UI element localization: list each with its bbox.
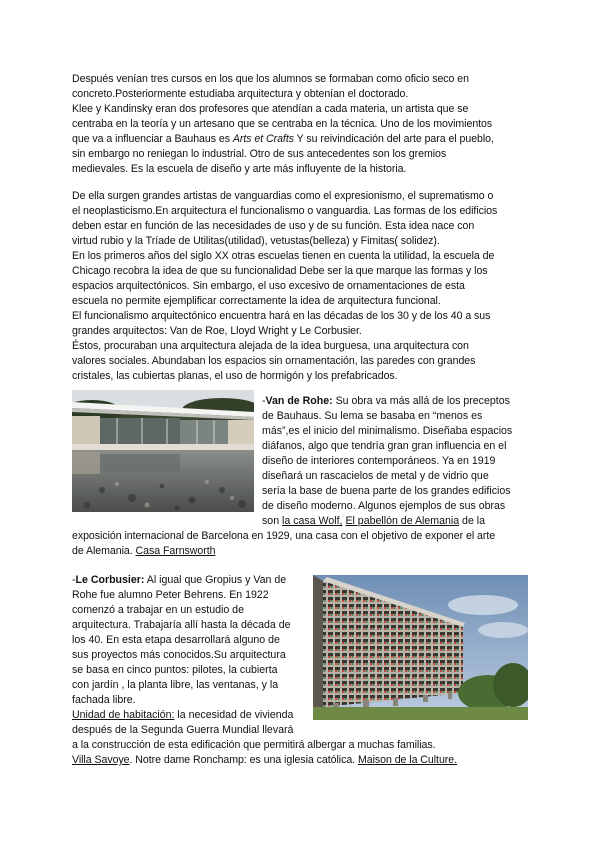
- text-line: Después venían tres cursos en los que los alumnos se formaban como oficio seco en: [72, 73, 469, 85]
- arts-crafts-italic: Arts et Crafts: [232, 133, 294, 145]
- text-line: el neoplasticismo.En arquitectura el funcionalismo o vanguardia. Las formas de los edificios: [72, 205, 498, 217]
- text-line: sería la base de buena parte de los grandes edificios: [262, 485, 511, 497]
- link-unidad-habitacion[interactable]: Unidad de habitación:: [72, 709, 175, 721]
- pavilion-illustration: [72, 390, 254, 512]
- dash: -: [72, 574, 76, 586]
- dash: -: [262, 395, 266, 407]
- text-line: arquitectura. Trabajaría allí hasta la década de: [72, 619, 291, 631]
- link-villa-savoye[interactable]: Villa Savoye: [72, 754, 130, 766]
- text-line: sus proyectos más conocidos.Su arquitectura: [72, 649, 286, 661]
- text-line: [262, 514, 522, 529]
- text-line: diáfanos, algo que tendría gran gran influencia en el: [262, 440, 507, 452]
- text-line: Rohe fue alumno Peter Behrens. En 1922: [72, 589, 269, 601]
- text-segment: la necesidad de vivienda: [174, 709, 294, 721]
- text-line: deben estar en función de las necesidades de uso y de su función. Esta idea nace con: [72, 220, 475, 232]
- text-segment: . Notre dame Ronchamp: es una iglesia católica.: [129, 754, 358, 766]
- text-line: fachada libre.: [72, 694, 136, 706]
- text-line: se basa en cinco puntos: pilotes, la cubierta: [72, 664, 278, 676]
- text-segment: de Alemania.: [72, 545, 136, 557]
- text-line: [72, 708, 307, 723]
- text-segment: Al igual que Gropius y Van de: [144, 574, 287, 586]
- text-line: cristales, las cubiertas planas, el uso de hormigón y los prefabricados.: [72, 370, 398, 382]
- van-de-rohe-continuation: [72, 529, 532, 559]
- paragraph-bauhaus-intro: [72, 72, 512, 177]
- link-pabellon-alemania[interactable]: El pabellón de Alemania: [345, 515, 460, 527]
- le-corbusier-paragraph: [72, 573, 307, 738]
- text-line: diseño de interiores contemporáneos. Ya en 1919: [262, 455, 496, 467]
- text-line: diseñará un rascacielos de metal y de vidrio que: [262, 470, 489, 482]
- le-corbusier-heading: Le Corbusier:: [75, 574, 145, 586]
- text-line: espacios arquitectónicos. Sin embargo, el uso excesivo de ornamentaciones de esta: [72, 280, 465, 292]
- text-line: de diseño moderno. Algunos ejemplos de sus obras: [262, 500, 506, 512]
- text-line: En los primeros años del siglo XX otras escuelas tienen en cuenta la utilidad, la escuela de: [72, 250, 495, 262]
- text-line: El funcionalismo arquitectónico encuentra hará en las décadas de los 30 y de los 40 a sus: [72, 310, 491, 322]
- text-line: concreto.Posteriormente estudiaba arquitectura y obtenían el doctorado.: [72, 88, 409, 100]
- link-casa-wolf[interactable]: la casa Wolf,: [282, 515, 343, 527]
- text-line: más”,es el inicio del minimalismo. Diseñaba espacios: [262, 425, 513, 437]
- text-line: escuela no permite ejemplificar correctamente la idea de arquitectura funcional.: [72, 295, 441, 307]
- text-line: con jardín , la planta libre, las ventanas, y la: [72, 679, 279, 691]
- text-line: Chicago recobra la idea de que su funcionalidad Debe ser la que marque las formas y los: [72, 265, 488, 277]
- text-line: [72, 573, 307, 588]
- text-segment: que va a influenciar a Bauhaus es: [72, 133, 233, 145]
- le-corbusier-continuation: [72, 738, 532, 768]
- text-line: los 40. En esta etapa desarrollará alguno de: [72, 634, 280, 646]
- van-de-rohe-paragraph: [262, 394, 522, 529]
- paragraph-functionalism: [72, 189, 512, 384]
- text-line: [262, 394, 522, 409]
- text-line: valores sociales. Abundaban los espacios sin ornamentación, las paredes con grandes: [72, 355, 476, 367]
- text-line: centraba en la teoría y un artesano que se centraba en la técnica. Uno de los movimientos: [72, 118, 493, 130]
- text-line: comenzó a trabajar en un estudio de: [72, 604, 244, 616]
- text-line: De ella surgen grandes artistas de vanguardias como el expresionismo, el suprematismo o: [72, 190, 494, 202]
- text-segment: son: [262, 515, 283, 527]
- text-line: sin embargo no reniegan lo industrial. Otro de sus antecedentes son los gremios: [72, 148, 447, 160]
- text-line: grandes arquitectos: Van de Roe, Lloyd Wright y Le Corbusier.: [72, 325, 362, 337]
- text-line: después de la Segunda Guerra Mundial llevará: [72, 724, 294, 736]
- text-line: medievales. Es la escuela de diseño y arte más influyente de la historia.: [72, 163, 407, 175]
- text-line: [72, 544, 532, 559]
- text-segment: Su obra va más allá de los preceptos: [332, 395, 510, 407]
- text-line: [72, 132, 512, 147]
- text-line: a la construcción de esta edificación que permitirá albergar a muchas familias.: [72, 739, 436, 751]
- text-segment: Y su reivindicación del arte para el pueblo,: [293, 133, 494, 145]
- barcelona-pavilion-photo: [72, 390, 254, 512]
- link-maison-culture[interactable]: Maison de la Culture.: [357, 754, 458, 766]
- text-line: exposición internacional de Barcelona en 1929, una casa con el objetivo de exponer el arte: [72, 530, 496, 542]
- text-line: virtud rubio y la Tríade de Utilitas(utilidad), vetustas(belleza) y Fimitas( solidez).: [72, 235, 440, 247]
- text-line: Éstos, procuraban una arquitectura alejada de la idea burguesa, una arquitectura con: [72, 340, 469, 352]
- van-de-rohe-heading: Van de Rohe:: [265, 395, 333, 407]
- text-line: de Bauhaus. Su lema se basaba en “menos es: [262, 410, 483, 422]
- text-line: [72, 753, 532, 768]
- unite-habitation-photo: [313, 575, 528, 720]
- text-line: Klee y Kandinsky eran dos profesores que atendían a cada materia, un artista que se: [72, 103, 469, 115]
- text-segment: de la: [459, 515, 486, 527]
- link-casa-farnsworth[interactable]: Casa Farnsworth: [135, 545, 216, 557]
- unite-illustration: [313, 575, 528, 720]
